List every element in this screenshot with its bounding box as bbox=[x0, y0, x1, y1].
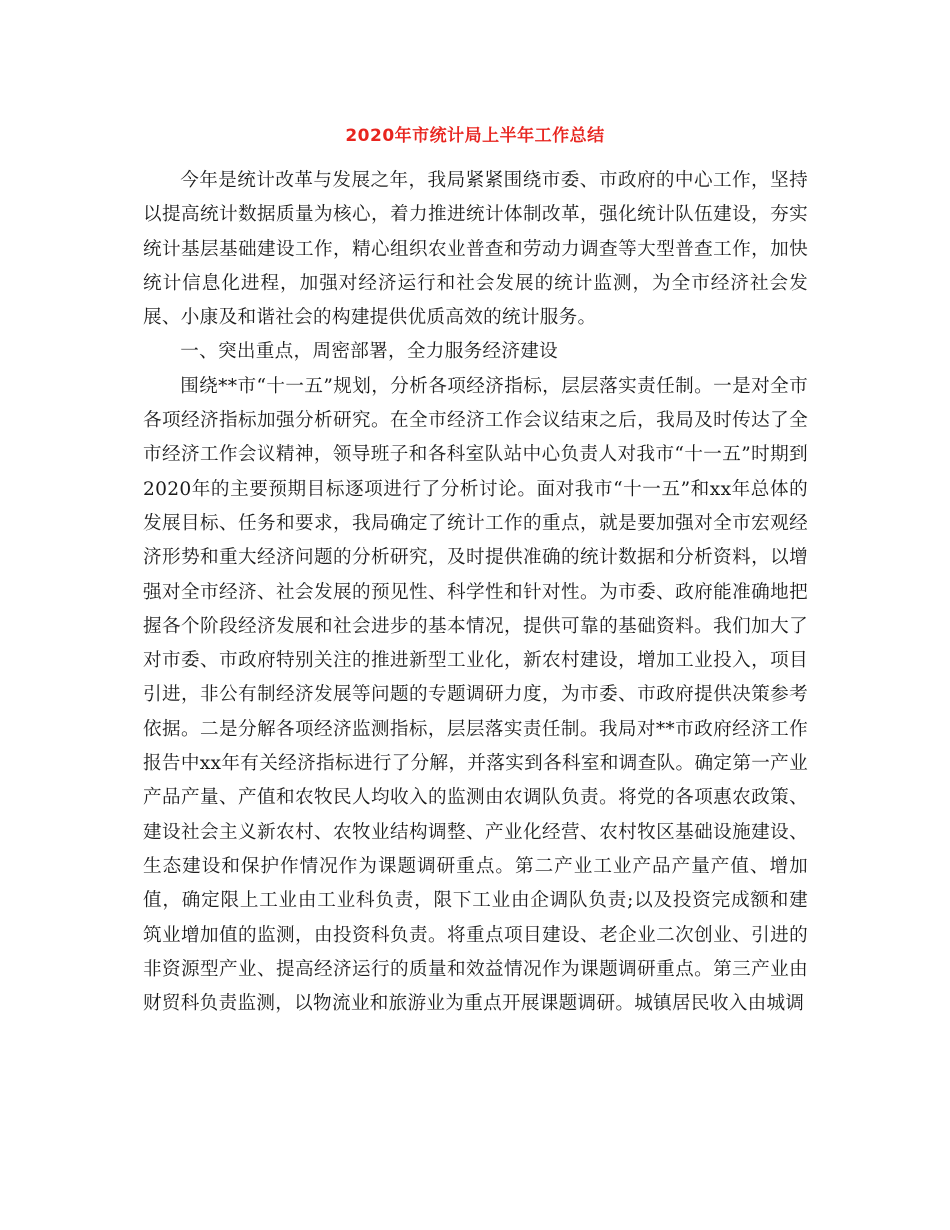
section-heading-1: 一、突出重点，周密部署，全力服务经济建设 bbox=[180, 341, 559, 363]
section-1-paragraph: 围绕**市“十一五”规划，分析各项经济指标，层层落实责任制。一是对全市各项经济指标加强分析研究。在全市经济工作会议结束之后，我局及时传达了全市经济工作会议精神，领导班子和各科室队站中心负责人对我市“十一五”时期到2020年的主要预期目标逐项进行了分析讨论。面对我市“十一五”和xx年总体的发展目标、任务和要求，我局确定了统计工作的重点，就是要加强对全市宏观经济形势和重大经济问题的分析研究，及时提供准确的统计数据和分析资料，以增强对全市经济、社会发展的预见性、科学性和针对性。为市委、政府能准确地把握各个阶段经济发展和社会进步的基本情况，提供可靠的基础资料。我们加大了对市委、市政府特别关注的推进新型工业化，新农村建设，增加工业投入，项目引进，非公有制经济发展等问题的专题调研力度，为市委、市政府提供决策参考依据。二是分解各项经济监测指标，层层落实责任制。我局对**市政府经济工作报告中xx年有关经济指标进行了分解，并落实到各科室和调查队。确定第一产业产品产量、产值和农牧民人均收入的监测由农调队负责。将党的各项惠农政策、建设社会主义新农村、农牧业结构调整、产业化经营、农村牧区基础设施建设、生态建设和保护作情况作为课题调研重点。第二产业工业产品产量产值、增加值，确定限上工业由工业科负责，限下工业由企调队负责;以及投资完成额和建筑业增加值的监测，由投资科负责。将重点项目建设、老企业二次创业、引进的非资源型产业、提高经济运行的质量和效益情况作为课题调研重点。第三产业由财贸科负责监测，以物流业和旅游业为重点开展课题调研。城镇居民收入由城调 bbox=[143, 375, 808, 1015]
intro-paragraph: 今年是统计改革与发展之年，我局紧紧围绕市委、市政府的中心工作，坚持以提高统计数据质量为核心，着力推进统计体制改革，强化统计队伍建设，夯实统计基层基础建设工作，精心组织农业普查和劳动力调查等大型普查工作，加快统计信息化进程，加强对经济运行和社会发展的统计监测，为全市经济社会发展、小康及和谐社会的构建提供优质高效的统计服务。 bbox=[143, 170, 808, 329]
document-body bbox=[143, 164, 808, 1021]
document-title: 2020年市统计局上半年工作总结 bbox=[345, 126, 605, 146]
